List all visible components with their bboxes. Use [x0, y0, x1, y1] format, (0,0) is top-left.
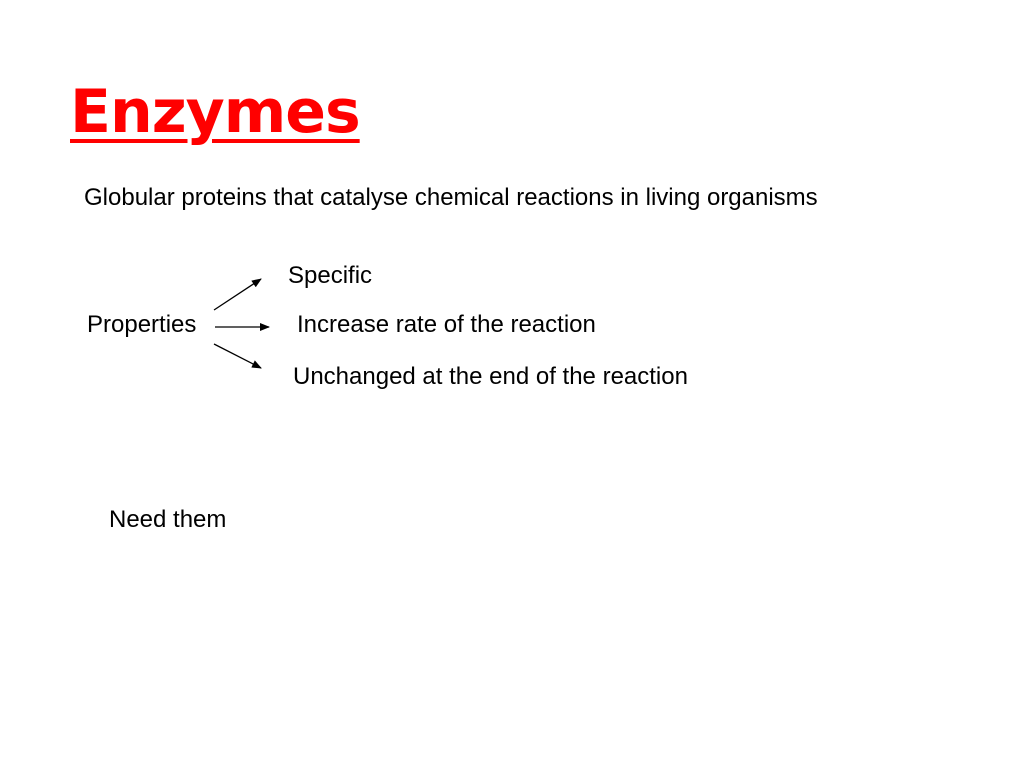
definition-text: Globular proteins that catalyse chemical reactions in living organisms	[84, 184, 818, 211]
property-unchanged: Unchanged at the end of the reaction	[293, 363, 688, 390]
properties-label: Properties	[87, 311, 197, 338]
property-increase-rate: Increase rate of the reaction	[297, 311, 596, 338]
arrow-to-specific	[214, 279, 261, 310]
arrow-to-unchanged	[214, 344, 261, 368]
slide-title: Enzymes	[70, 77, 360, 147]
need-them-text: Need them	[109, 506, 227, 533]
property-specific: Specific	[288, 262, 373, 289]
